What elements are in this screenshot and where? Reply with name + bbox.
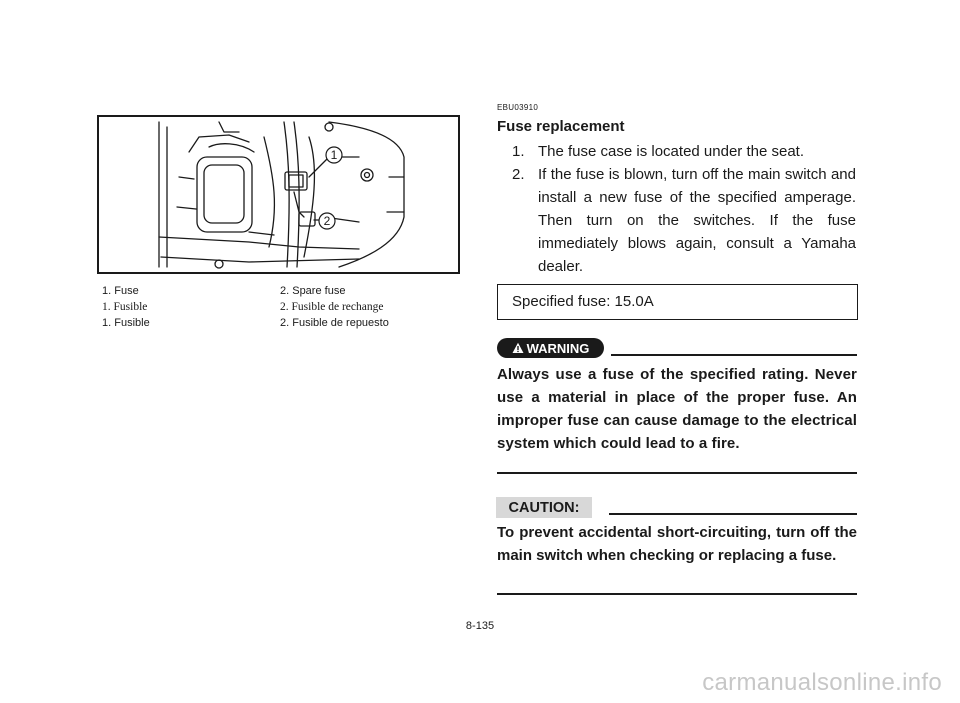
- warning-bottom-rule: [497, 472, 857, 474]
- callout-label-1: 1: [330, 148, 338, 162]
- warning-triangle-icon: [512, 342, 524, 354]
- step-number: 1.: [512, 143, 525, 160]
- fuse-drawing: [99, 117, 458, 272]
- caption-spare-fuse-es: 2. Fusible de repuesto: [280, 317, 389, 329]
- caption-row-english: [102, 283, 462, 299]
- caption-row-spanish: [102, 315, 462, 331]
- figure-captions: [102, 283, 462, 331]
- warning-text: Always use a fuse of the specified rating. Never use a material in place of the proper fuse. An improper fuse can cause damage to the electrical system which could lead to a fire.: [497, 366, 857, 452]
- callout-label-2: 2: [323, 214, 331, 228]
- warning-label: [497, 338, 604, 358]
- caption-fuse: 1. Fuse: [102, 285, 139, 297]
- caption-fuse-fr: 1. Fusible: [102, 301, 148, 313]
- step-text: The fuse case is located under the seat.: [538, 143, 804, 160]
- caution-header-rule: [609, 513, 857, 515]
- caution-label: CAUTION:: [496, 497, 592, 518]
- section-code: EBU03910: [497, 103, 539, 112]
- caution-bottom-rule: [497, 593, 857, 595]
- caption-spare-fuse: 2. Spare fuse: [280, 285, 346, 297]
- warning-label-text: WARNING: [526, 340, 590, 356]
- caption-fuse-es: 1. Fusible: [102, 317, 150, 329]
- warning-header-rule: [611, 354, 857, 356]
- page-number: 8-135: [465, 620, 495, 632]
- step-item: [512, 140, 856, 163]
- watermark: carmanualsonline.info: [702, 669, 942, 696]
- specification-text: Specified fuse: 15.0A: [512, 293, 654, 310]
- caption-row-french: [102, 299, 462, 315]
- procedure-steps: [512, 140, 856, 278]
- specification-box: [497, 284, 858, 320]
- section-title: Fuse replacement: [497, 118, 625, 135]
- step-item: [512, 163, 856, 278]
- caption-spare-fuse-fr: 2. Fusible de rechange: [280, 301, 384, 313]
- step-text: If the fuse is blown, turn off the main switch and install a new fuse of the specified amperage. Then turn on the switches. If the fuse immediately blows again, consult a Yamaha dealer.: [538, 166, 856, 275]
- caution-text: To prevent accidental short-circuiting, turn off the main switch when checking or replacing a fuse.: [497, 524, 857, 564]
- step-number: 2.: [512, 166, 525, 183]
- fuse-location-illustration: [97, 115, 460, 274]
